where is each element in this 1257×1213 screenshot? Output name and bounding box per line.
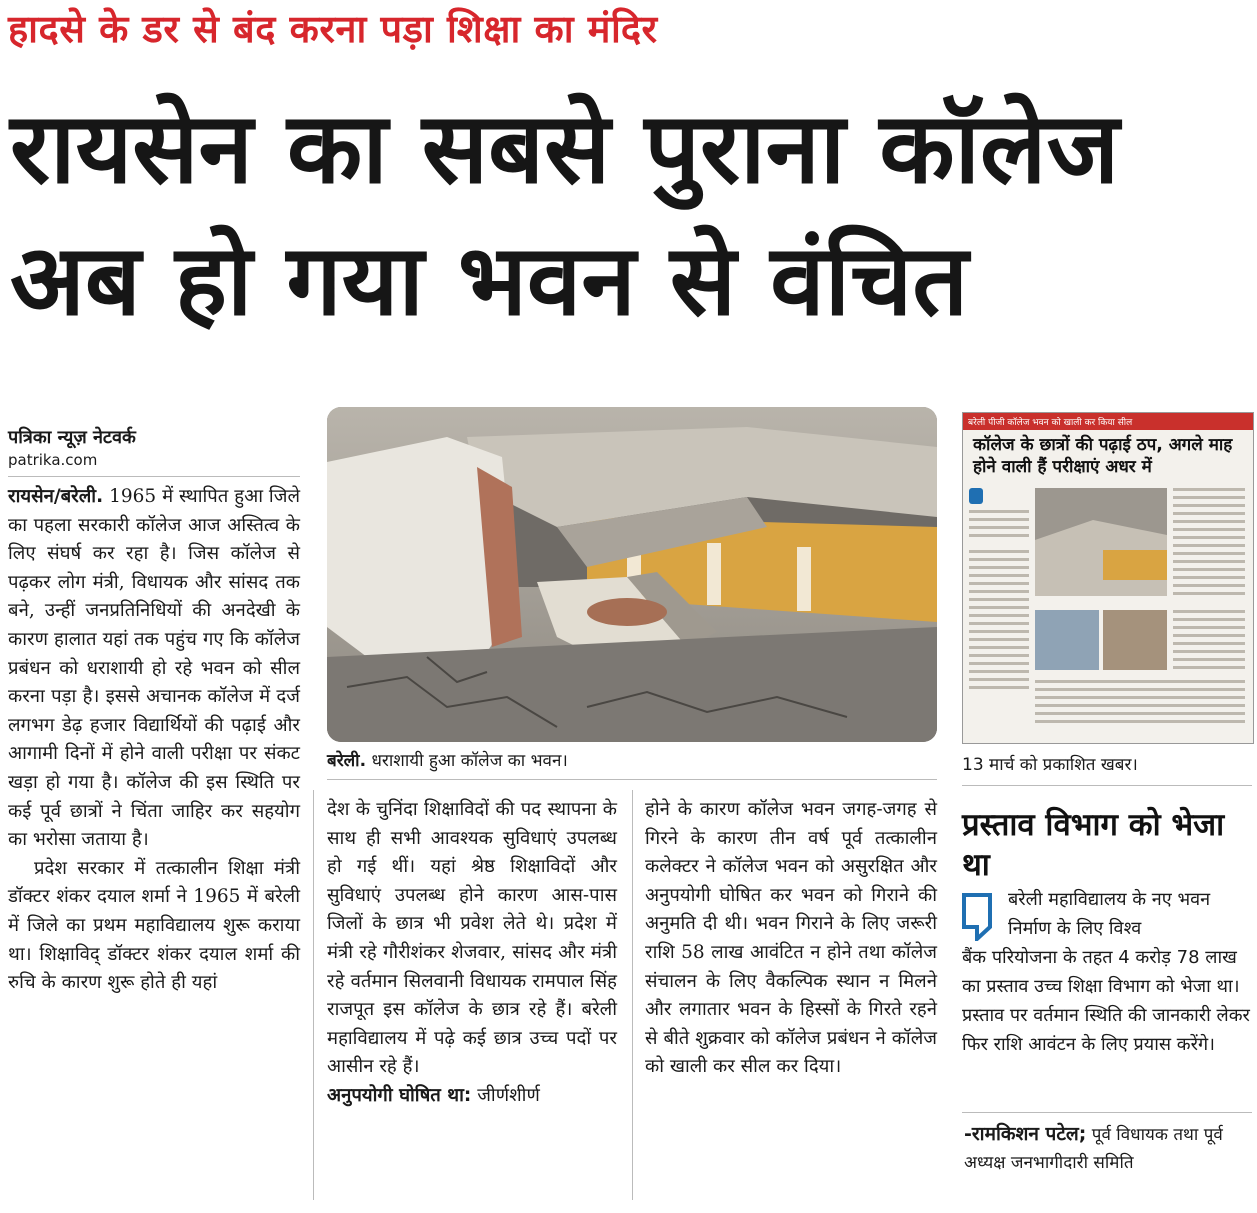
clipping-header: बरेली पीजी कॉलेज भवन को खाली कर किया सील — [963, 413, 1253, 430]
story-paragraph-1 — [8, 483, 300, 855]
sidebar-body-rest: बैंक परियोजना के तहत 4 करोड़ 78 लाख का प्रस्ताव उच्च शिक्षा विभाग को भेजा था। प्रस्ताव पर वर्तमान स्थिति की जानकारी लेकर फिर राशि आवंटन के लिए प्रयास करेंगे। — [962, 947, 1250, 1055]
story-paragraph-1-text: 1965 में स्थापित हुआ जिले का पहला सरकारी कॉलेज आज अस्तित्व के लिए संघर्ष कर रहा है। जिस कॉलेज से पढ़कर लोग मंत्री, विधायक और सांसद तक बने, उन्हीं जनप्रतिनिधियों की अनदेखी के कारण हालात यहां तक पहुंच गए कि कॉलेज प्रबंधन को धराशायी हो रहे भवन को सील करना पड़ा है। इससे अचानक कॉलेज में दर्ज लगभग डेढ़ हजार विद्यार्थियों की पढ़ाई और आगामी दिनों में होने वाली परीक्षा पर संकट खड़ा हो गया है। कॉलेज की इस स्थिति पर कई पूर्व छात्रों ने चिंता जाहिर कर सहयोग का भरोसा जताया है। — [8, 486, 300, 851]
sidebar-rule-bottom — [962, 1112, 1252, 1113]
sidebar-body — [962, 885, 1250, 1059]
photo-caption — [327, 748, 568, 771]
attribution-role: पूर्व विधायक तथा पूर्व अध्यक्ष जनभागीदारी समिति — [964, 1125, 1223, 1173]
byline-site: patrika.com — [8, 451, 98, 469]
photo-caption-text: धराशायी हुआ कॉलेज का भवन। — [371, 751, 568, 771]
clipping-thumbnail — [963, 480, 1253, 744]
story-column-3 — [645, 796, 937, 1082]
attribution-name: -रामकिशन पटेल; — [964, 1123, 1087, 1145]
story-paragraph-2: प्रदेश सरकार में तत्कालीन शिक्षा मंत्री डॉक्टर शंकर दयाल शर्मा ने 1965 में बरेली में जिले का प्रथम महाविद्यालय शुरू कराया था। शिक्षाविद् डॉक्टर शंकर दयाल शर्मा की रुचि के कारण शुरू होते ही यहां — [8, 857, 300, 994]
subhead-declared-unusable: अनुपयोगी घोषित था: — [327, 1084, 472, 1106]
main-headline-line-2: अब हो गया भवन से वंचित — [10, 224, 969, 338]
story-column-2-subhead-line — [327, 1082, 617, 1111]
clipping-caption: 13 मार्च को प्रकाशित खबर। — [962, 755, 1138, 775]
collapsed-building-photo — [327, 407, 937, 742]
dateline: रायसेन/बरेली. — [8, 486, 104, 507]
caption-rule — [327, 779, 937, 780]
byline-network: पत्रिका न्यूज़ नेटवर्क — [8, 427, 136, 448]
kicker-headline: हादसे के डर से बंद करना पड़ा शिक्षा का मंदिर — [8, 7, 658, 51]
sidebar-attribution — [964, 1120, 1252, 1177]
sidebar-rule-top — [962, 785, 1252, 786]
byline-rule — [8, 476, 300, 477]
main-headline-line-1: रायसेन का सबसे पुराना कॉलेज — [10, 92, 1120, 206]
sidebar-heading: प्रस्ताव विभाग को भेजा था — [962, 807, 1225, 883]
clipping-headline: कॉलेज के छात्रों की पढ़ाई ठप, अगले माह होने वाली हैं परीक्षाएं अधर में — [973, 435, 1233, 477]
story-column-2-text: देश के चुनिंदा शिक्षाविदों की पद स्थापना के साथ ही सभी आवश्यक सुविधाएं उपलब्ध हो गई थीं। यहां श्रेष्ठ शिक्षाविदों और सुविधाएं उपलब्ध होने कारण आस-पास जिलों के छात्र भी प्रवेश लेते थे। प्रदेश में मंत्री रहे गौरीशंकर शेजवार, सांसद और मंत्री रहे वर्तमान सिलवानी विधायक रामपाल सिंह राजपूत इस कॉलेज के छात्र रहे हैं। बरेली महाविद्यालय में पढ़े कई छात्र उच्च पदों पर आसीन रहे हैं। — [327, 799, 617, 1078]
story-column-2-tail: जीर्णशीर्ण — [477, 1084, 540, 1106]
column-rule-2 — [632, 790, 633, 1200]
sidebar-body-lead: बरेली महाविद्यालय के नए भवन निर्माण के लिए विश्व — [1008, 889, 1211, 939]
building-photo-illustration — [327, 407, 937, 742]
story-column-1 — [8, 483, 300, 998]
column-rule-1 — [313, 790, 314, 1200]
story-column-3-text: होने के कारण कॉलेज भवन जगह-जगह से गिरने के कारण तीन वर्ष पूर्व तत्कालीन कलेक्टर ने कॉलेज भवन को असुरक्षित और अनुपयोगी घोषित कर भवन को गिराने की अनुमति दी थी। भवन गिराने के लिए जरूरी राशि 58 लाख आवंटित न होने तथा कॉलेज संचालन के लिए वैकल्पिक स्थान न मिलने और लगातार भवन के हिस्सों के गिरते रहने से बीते शुक्रवार को कॉलेज प्रबंधन ने कॉलेज को खाली कर सील कर दिया। — [645, 799, 937, 1078]
photo-caption-place: बरेली. — [327, 751, 367, 771]
previous-clipping-image — [962, 412, 1254, 744]
story-column-2 — [327, 796, 617, 1111]
